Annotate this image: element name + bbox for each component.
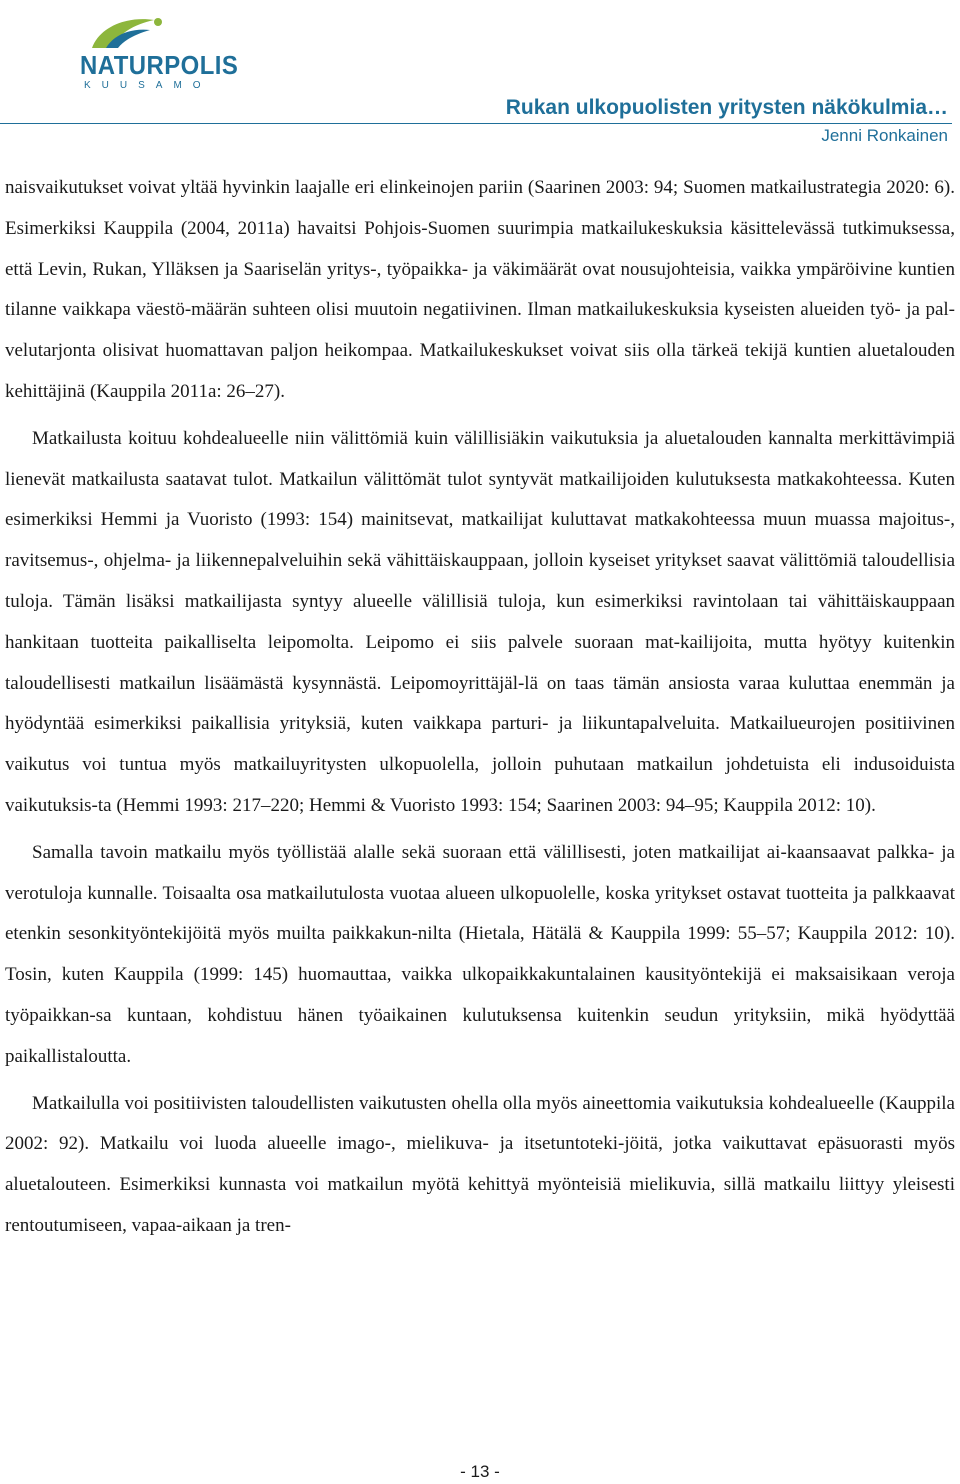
document-author: Jenni Ronkainen <box>821 126 948 145</box>
paragraph-2: Matkailusta koituu kohdealueelle niin välittömiä kuin välillisiäkin vaikutuksia ja aluetalouden kannalta merkittävimpiä lienevät matkailusta saatavat tulot. Matkailun välittömät tulot syntyvät matkailijoiden kulutuksesta matkakohteessa. Kuten esimerkiksi Hemmi ja Vuoristo (1993: 154) mainitsevat, matkailijat kuluttavat matkakohteessa muun muassa majoitus-, ravitsemus-, ohjelma- ja liikennepalveluihin sekä vähittäiskauppaan, jolloin kyseiset yritykset saavat välittömiä taloudellisia tuloja. Tämän lisäksi matkailijasta syntyy alueelle välillisiä tuloja, kun esimerkiksi ravintolaan tai vähittäiskauppaan hankitaan tuotteita paikalliselta leipomolta. Leipomo ei siis palvele suoraan mat-kailijoita, mutta hyötyy kuitenkin taloudellisesti matkailun lisäämästä kysynnästä. Leipomoyrittäjäl-lä on taas tämän ansiosta varaa kuluttaa enemmän ja hyödyntää esimerkiksi paikallisia yrityksiä, kuten vaikkapa parturi- ja liikuntapalveluita. Matkailueurojen positiivinen vaikutus voi tuntua myös matkailuyritysten ulkopuolella, jolloin puhutaan matkailun johdetuista eli indusoiduista vaikutuksis-ta (Hemmi 1993: 217–220; Hemmi & Vuoristo 1993: 154; Saarinen 2003: 94–95; Kauppila 2012: 10). <box>5 427 955 816</box>
naturpolis-logo <box>28 0 239 100</box>
document-title: Rukan ulkopuolisten yritysten näkökulmia… <box>505 96 948 119</box>
logo-wordmark: NATURPOLIS <box>80 50 239 80</box>
paragraph-4: Matkailulla voi positiivisten taloudellisten vaikutusten ohella olla myös aineettomia vaikutuksia kohdealueelle (Kauppila 2002: 92). Matkailu voi luoda alueelle imago-, mielikuva- ja itsetuntoteki-jöitä, jotka vaikuttavat epäsuorasti myös aluetalouteen. Esimerkiksi kunnasta voi matkailun myötä kehittyä myönteisiä mielikuvia, sillä matkailu liittyy yleisesti rentoutumiseen, vapaa-aikaan ja tren- <box>5 1092 955 1236</box>
logo-subtext: KUUSAMO <box>84 80 212 91</box>
body-text <box>5 168 955 1247</box>
page-number: - 13 - <box>460 1462 500 1481</box>
paragraph-1: naisvaikutukset voivat yltää hyvinkin laajalle eri elinkeinojen pariin (Saarinen 2003: 94; Suomen matkailustrategia 2020: 6). Esimerkiksi Kauppila (2004, 2011a) havaitsi Pohjois-Suomen suurimpia matkailukeskuksia käsittelevässä tutkimuksessa, että Levin, Rukan, Ylläksen ja Saariselän yritys-, työpaikka- ja väkimäärät ovat nousujohteisia, vaikka ympäröivine kuntien tilanne vaikkapa väestö-määrän suhteen olisi muutoin negatiivinen. Ilman matkailukeskuksia kyseisten alueiden työ- ja pal-velutarjonta olisivat huomattavan paljon heikompaa. Matkailukeskukset voivat siis olla tärkeä tekijä kuntien aluetalouden kehittäjinä (Kauppila 2011a: 26–27). <box>5 177 955 402</box>
header-divider <box>0 123 952 124</box>
paragraph-3: Samalla tavoin matkailu myös työllistää alalle sekä suoraan että välillisesti, joten matkailijat ai-kaansaavat palkka- ja verotuloja kunnalle. Toisaalta osa matkailutulosta vuotaa alueen ulkopuolelle, koska yritykset ostavat tuotteita ja palkkaavat etenkin sesonkityöntekijöitä myös muilta paikkakun-nilta (Hietala, Hätälä & Kauppila 1999: 55–57; Kauppila 2012: 10). Tosin, kuten Kauppila (1999: 145) huomauttaa, vaikka ulkopaikkakuntalainen kausityöntekijä ei maksaisikaan veroja työpaikkan-sa kuntaan, kohdistuu hänen työaikainen kulutuksensa kuitenkin seudun yrityksiin, mikä hyödyttää paikallistaloutta. <box>5 841 955 1067</box>
